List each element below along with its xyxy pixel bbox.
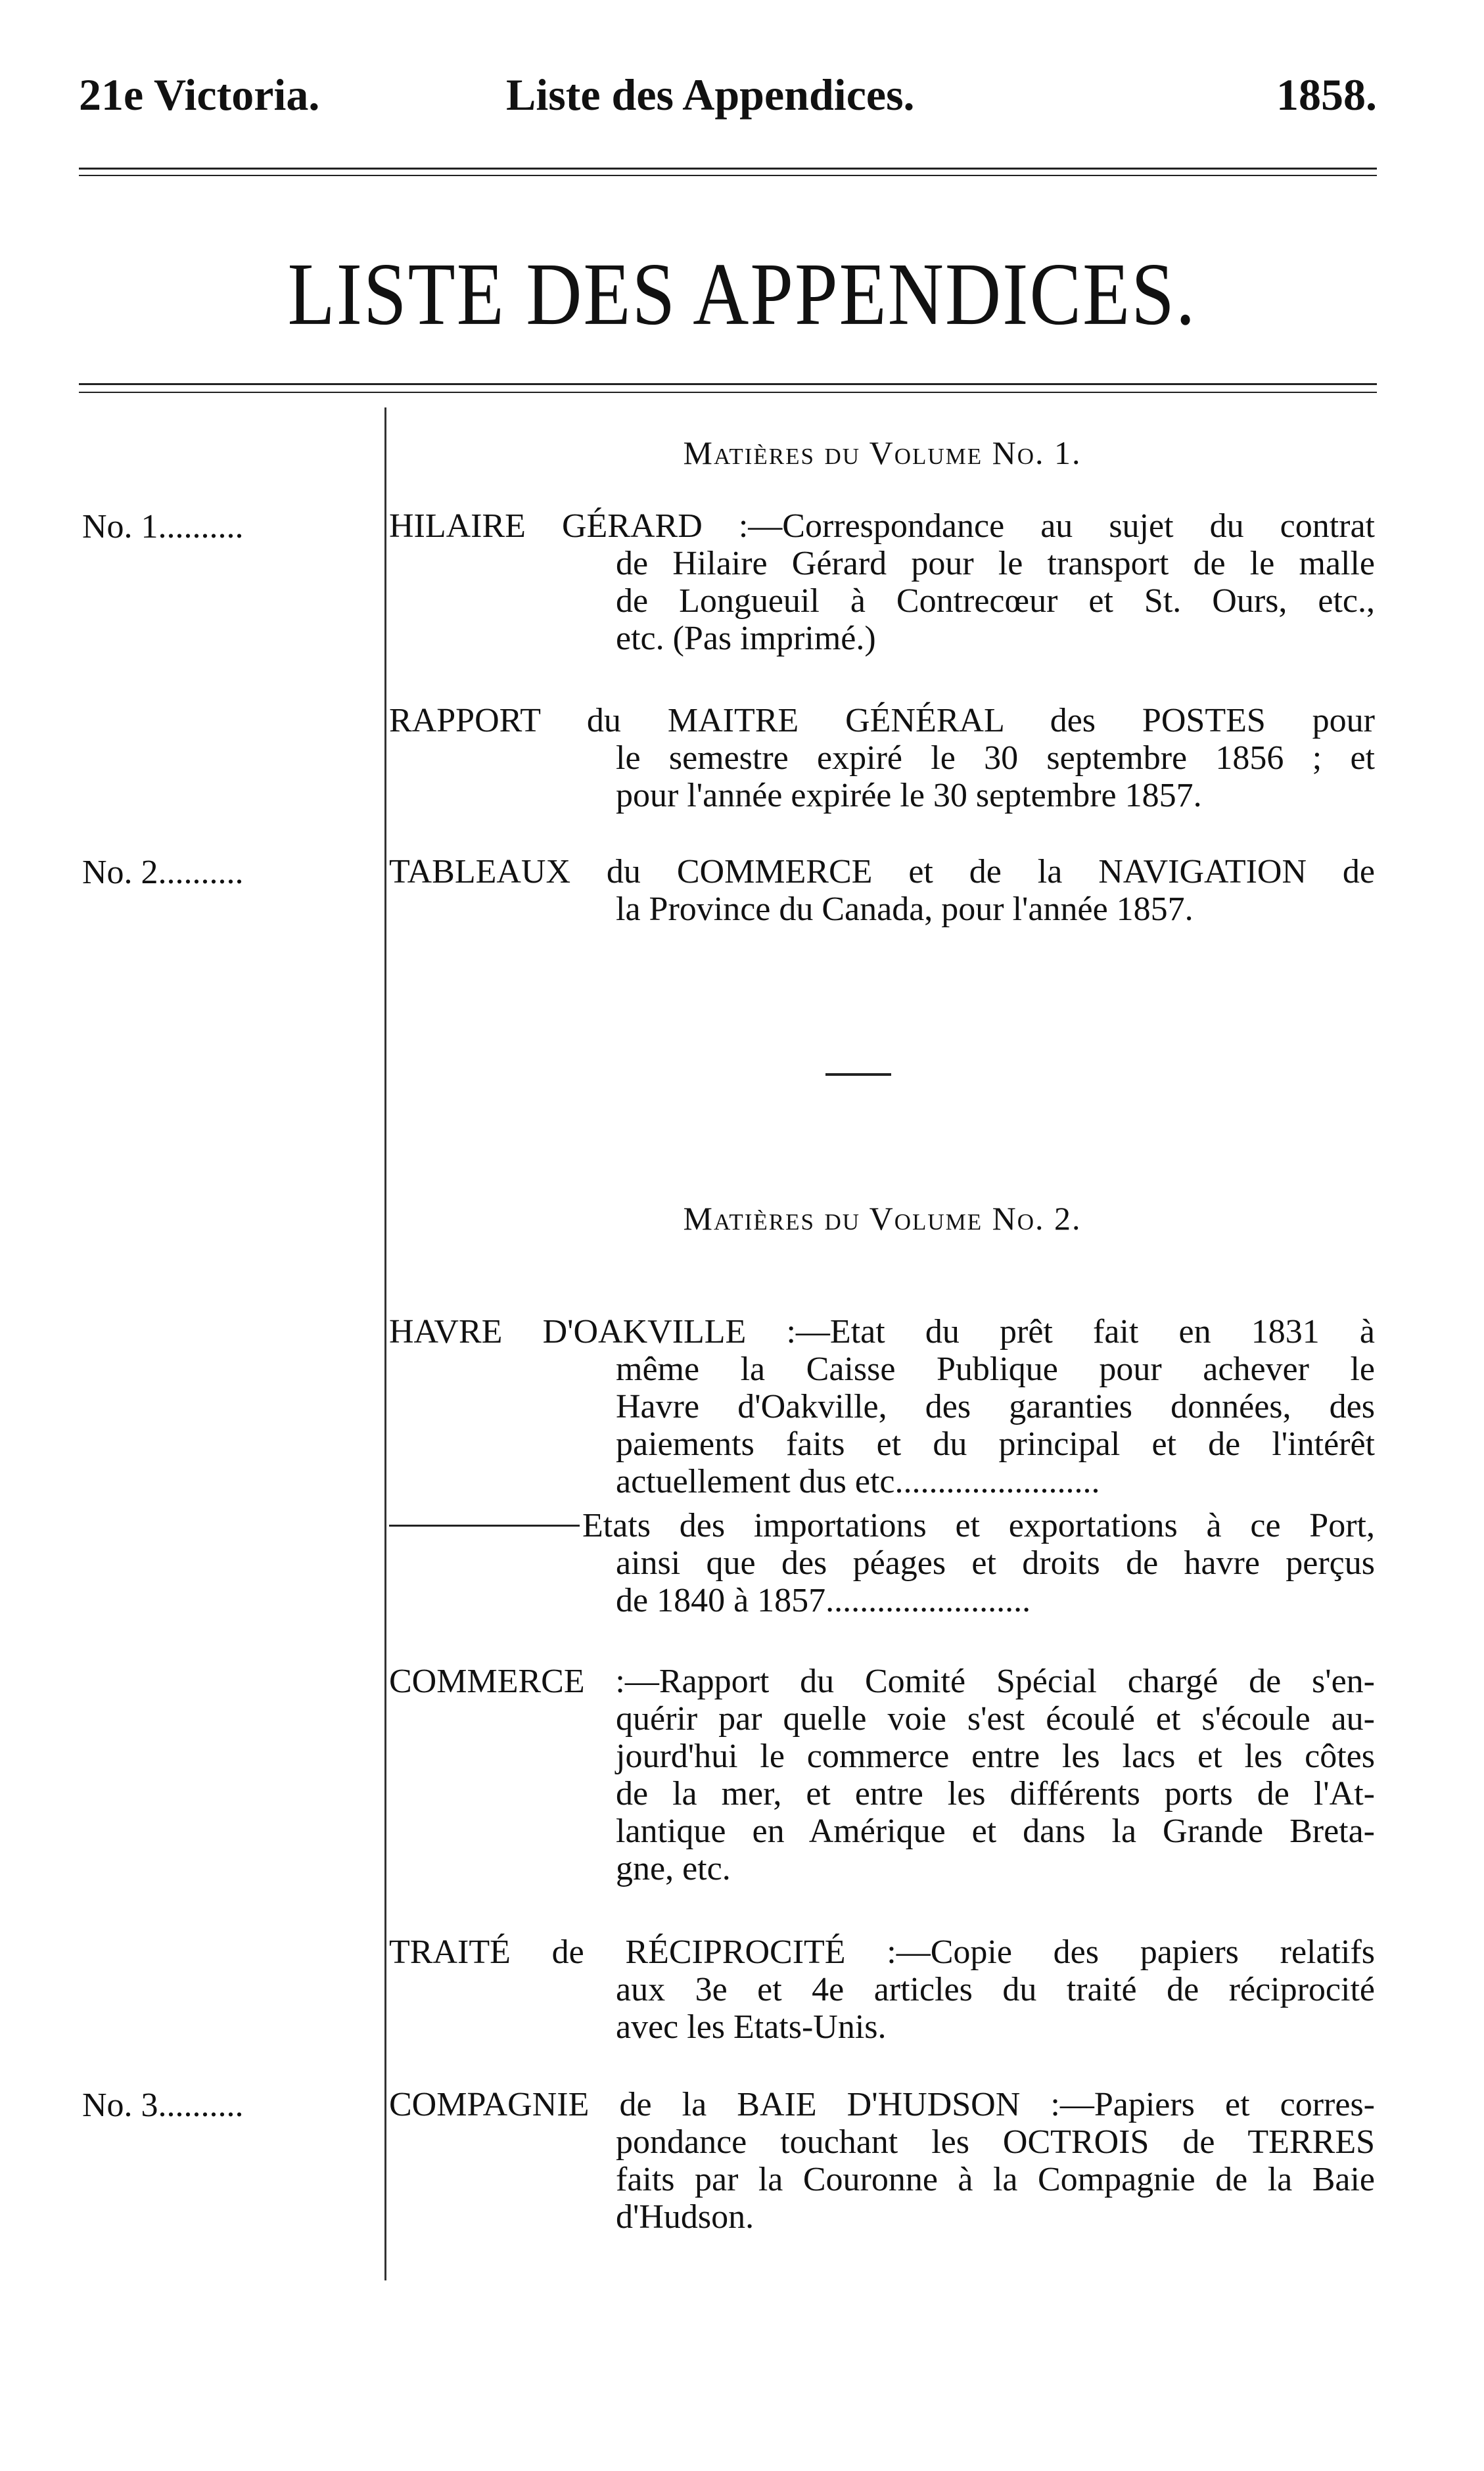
entry-line: lantique en Amérique et dans la Grande Breta- [616,1813,1375,1850]
appendix-entry [389,1313,1375,1500]
entry-line: d'Hudson. [616,2198,754,2236]
entry-line: le semestre expiré le 30 septembre 1856 ; et [616,739,1375,777]
appendix-entry [389,507,1375,657]
entry-first-line: TABLEAUX du COMMERCE et de la NAVIGATION de [389,853,1375,890]
header-rule-top [79,168,1377,170]
entry-line: avec les Etats-Unis. [616,2008,887,2046]
entry-line: pour l'année expirée le 30 septembre 1857. [616,777,1202,814]
entry-line: jourd'hui le commerce entre les lacs et les côtes [616,1738,1375,1775]
entry-first-line: RAPPORT du MAITRE GÉNÉRAL des POSTES pour [389,702,1375,739]
entry-line: quérir par quelle voie s'est écoulé et s'écoule au- [616,1700,1375,1738]
appendix-entry [389,1933,1375,2046]
entry-line: gne, etc. [616,1850,731,1887]
entry-line: Havre d'Oakville, des garanties données, des [616,1388,1375,1425]
header-rule-bottom [79,175,1377,176]
entry-number: No. 1.......... [82,508,244,545]
entry-line: faits par la Couronne à la Compagnie de la Baie [616,2161,1375,2198]
entry-line: de la mer, et entre les différents ports de l'At- [616,1775,1375,1813]
entry-first-line: Etats des importations et exportations à ce Port, [582,1507,1375,1544]
running-header [79,69,1377,122]
entry-line: de Hilaire Gérard pour le transport de le malle [616,545,1375,582]
header-session: 21e Victoria. [79,70,320,120]
appendix-entry [389,702,1375,814]
entry-line: actuellement dus etc........................ [616,1463,1100,1500]
section-separator [825,1073,891,1076]
entry-line: ainsi que des péages et droits de havre perçus [616,1544,1375,1582]
ditto-dash [389,1525,580,1527]
entry-line: etc. (Pas imprimé.) [616,620,876,657]
entry-first-line: COMMERCE :—Rapport du Comité Spécial chargé de s'en- [389,1663,1375,1700]
entry-line: de Longueuil à Contrecœur et St. Ours, etc., [616,582,1375,620]
entry-first-line: HILAIRE GÉRARD :—Correspondance au sujet du contrat [389,507,1375,545]
entry-line: aux 3e et 4e articles du traité de réciprocité [616,1971,1375,2008]
header-year: 1858. [1276,70,1377,120]
volume1-heading: Matières du Volume No. 1. [683,434,1082,471]
appendix-subentry [389,1507,1375,1619]
entry-first-line: TRAITÉ de RÉCIPROCITÉ :—Copie des papiers relatifs [389,1933,1375,1971]
volume2-heading: Matières du Volume No. 2. [683,1200,1082,1237]
entry-line: de 1840 à 1857........................ [616,1582,1031,1619]
entry-number: No. 2.......... [82,854,244,891]
entry-first-line: HAVRE D'OAKVILLE :—Etat du prêt fait en 1831 à [389,1313,1375,1351]
title-rule-top [79,383,1377,385]
appendix-entry [389,853,1375,928]
header-section-title: Liste des Appendices. [506,70,915,120]
title-rule-bottom [79,392,1377,393]
entry-line: pondance touchant les OCTROIS de TERRES [616,2123,1375,2161]
page-title: LISTE DES APPENDICES. [287,244,1197,344]
entry-line: paiements faits et du principal et de l'intérêt [616,1425,1375,1463]
column-divider [384,407,386,2280]
appendix-entry [389,2086,1375,2236]
entry-number: No. 3.......... [82,2087,244,2124]
entry-line: la Province du Canada, pour l'année 1857. [616,890,1194,928]
entry-line: même la Caisse Publique pour achever le [616,1351,1375,1388]
appendix-entry [389,1663,1375,1887]
entry-first-line: COMPAGNIE de la BAIE D'HUDSON :—Papiers et corres- [389,2086,1375,2123]
